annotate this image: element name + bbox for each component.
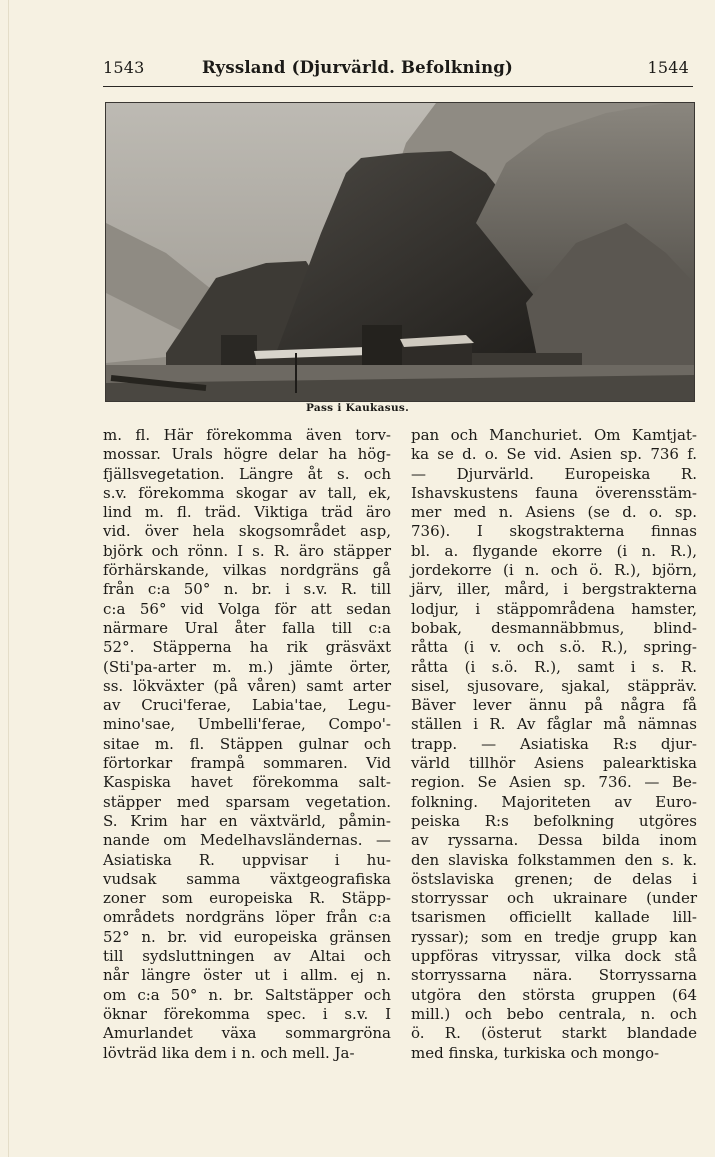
text-line: sitae m. fl. Stäppen gulnar och [103, 734, 391, 753]
text-line: från c:a 50° n. br. i s.v. R. till [103, 580, 391, 599]
text-line: zoner som europeiska R. Stäpp- [103, 889, 391, 908]
text-line: utgöra den största gruppen (64 [411, 985, 697, 1004]
text-line: vid. över hela skogsområdet asp, [103, 522, 391, 541]
page-edge [8, 0, 9, 1157]
text-line: s.v. förekomma skogar av tall, ek, [103, 483, 391, 502]
text-line: ö. R. (österut starkt blandade [411, 1024, 697, 1043]
text-line: Asiatiska R. uppvisar i hu- [103, 850, 391, 869]
text-line: lodjur, i stäppområdena hamster, [411, 599, 697, 618]
text-line: tsarismen officiellt kallade lill- [411, 908, 697, 927]
text-line: järv, iller, mård, i bergstrakterna [411, 580, 697, 599]
text-line: Bäver lever ännu på några få [411, 696, 697, 715]
text-line: storryssarna nära. Storryssarna [411, 966, 697, 985]
text-line: Ishavskustens fauna överensstäm- [411, 483, 697, 502]
text-line: öknar förekomma spec. i s.v. I [103, 1004, 391, 1023]
text-line: med finska, turkiska och mongo- [411, 1043, 660, 1062]
left-text-column [103, 426, 391, 1063]
text-line: uppföras vitryssar, vilka dock stå [411, 947, 697, 966]
text-line: förhärskande, vilkas nordgräns gå [103, 561, 391, 580]
text-line: lövträd lika dem i n. och mell. Ja- [103, 1043, 355, 1062]
text-line: av Cruci'ferae, Labia'tae, Legu- [103, 696, 391, 715]
text-line: fjällsvegetation. Längre åt s. och [103, 464, 391, 483]
text-line: 52° n. br. vid europeiska gränsen [103, 927, 391, 946]
text-line: (Sti'pa-arter m. m.) jämte örter, [103, 657, 391, 676]
text-line: om c:a 50° n. br. Saltstäpper och [103, 985, 391, 1004]
text-line: råtta (i s.ö. R.), samt i s. R. [411, 657, 697, 676]
text-line: stäpper med sparsam vegetation. [103, 792, 391, 811]
text-line: c:a 56° vid Volga för att sedan [103, 599, 391, 618]
text-line: jordekorre (i n. och ö. R.), björn, [411, 561, 697, 580]
text-line: S. Krim har en växtvärld, påmin- [103, 811, 391, 830]
text-line: — Djurvärld. Europeiska R. [411, 464, 697, 483]
text-line: region. Se Asien sp. 736. — Be- [411, 773, 697, 792]
text-line: närmare Ural åter falla till c:a [103, 618, 391, 637]
text-line: bobak, desmannäbbmus, blind- [411, 618, 697, 637]
text-line: nande om Medelhavsländernas. — [103, 831, 391, 850]
text-line: Amurlandet växa sommargröna [103, 1024, 391, 1043]
text-line: bl. a. flygande ekorre (i n. R.), [411, 541, 697, 560]
text-line: östslaviska grenen; de delas i [411, 869, 697, 888]
text-line: folkning. Majoriteten av Euro- [411, 792, 697, 811]
text-line: ka se d. o. Se vid. Asien sp. 736 f. [411, 445, 697, 464]
text-line: vudsak samma växtgeografiska [103, 869, 391, 888]
text-line: Kaspiska havet förekomma salt- [103, 773, 391, 792]
text-line: 52°. Stäpperna ha rik gräsväxt [103, 638, 391, 657]
text-line: ss. lökväxter (på våren) samt arter [103, 676, 391, 695]
text-line: trapp. — Asiatiska R:s djur- [411, 734, 697, 753]
text-line: pan och Manchuriet. Om Kamtjat- [411, 426, 697, 444]
running-title: Ryssland (Djurvärld. Befolkning) [201, 58, 514, 77]
text-line: lind m. fl. träd. Viktiga träd äro [103, 503, 391, 522]
text-line: björk och rönn. I s. R. äro stäpper [103, 541, 391, 560]
text-line: av ryssarna. Dessa bilda inom [411, 831, 697, 850]
header-rule [103, 86, 693, 87]
text-line: m. fl. Här förekomma även torv- [103, 426, 391, 444]
text-line: mill.) och bebo centrala, n. och [411, 1004, 697, 1023]
figure-caption: Pass i Kaukasus. [305, 402, 410, 414]
text-line: råtta (i v. och s.ö. R.), spring- [411, 638, 697, 657]
text-line: mossar. Urals högre delar ha hög- [103, 445, 391, 464]
mountain-pass-photo [105, 102, 695, 402]
text-line: peiska R:s befolkning utgöres [411, 811, 697, 830]
text-line: värld tillhör Asiens palearktiska [411, 754, 697, 773]
text-line: ställen i R. Av fåglar må nämnas [411, 715, 697, 734]
text-line: ryssar); som en tredje grupp kan [411, 927, 697, 946]
text-line: 736). I skogstrakterna finnas [411, 522, 697, 541]
text-line: mino'sae, Umbelli'ferae, Compo'- [103, 715, 391, 734]
text-line: storryssar och ukrainare (under [411, 889, 697, 908]
text-line: till sydsluttningen av Altai och [103, 947, 391, 966]
text-line: når längre öster ut i allm. ej n. [103, 966, 391, 985]
text-line: områdets nordgräns löper från c:a [103, 908, 391, 927]
text-line: mer med n. Asiens (se d. o. sp. [411, 503, 697, 522]
text-line: sisel, sjusovare, sjakal, stäppräv. [411, 676, 697, 695]
text-line: den slaviska folkstammen den s. k. [411, 850, 697, 869]
left-page-number: 1543 [103, 58, 145, 77]
text-line: förtorkar frampå sommaren. Vid [103, 754, 391, 773]
right-text-column [411, 426, 697, 1063]
right-page-number: 1544 [647, 58, 689, 77]
